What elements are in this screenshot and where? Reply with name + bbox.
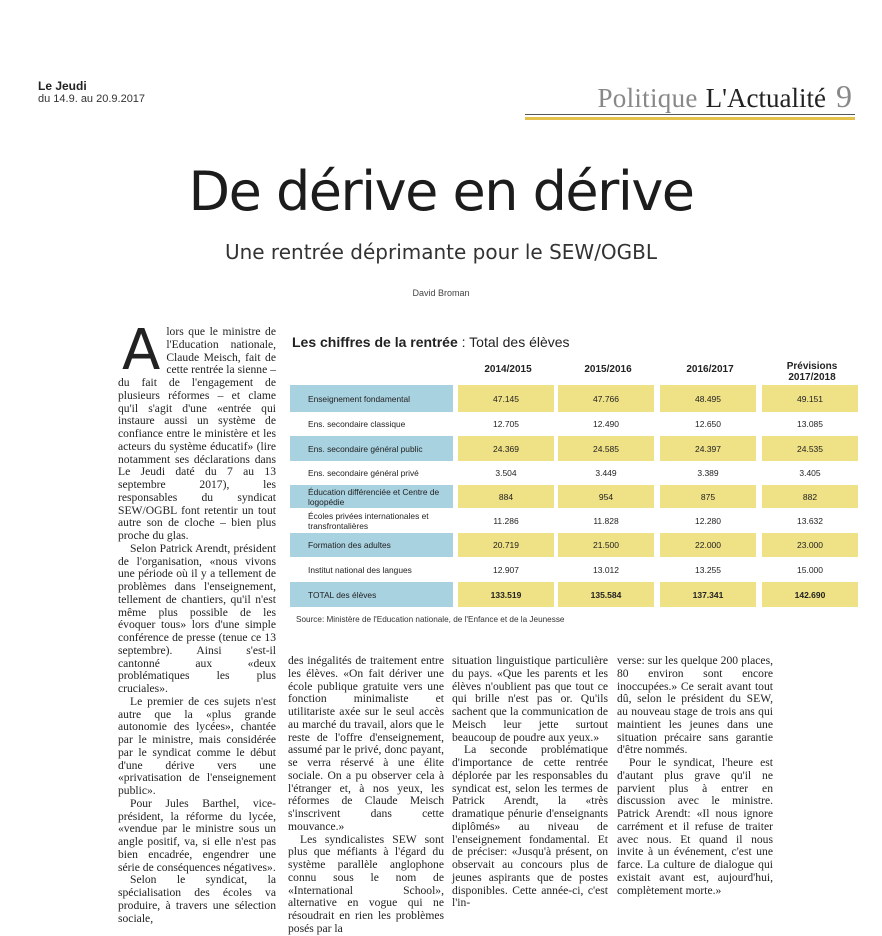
- table-cell: 12.650: [695, 419, 721, 429]
- header-rule: [525, 117, 855, 120]
- paper-name: Le Jeudi: [38, 79, 87, 93]
- paragraph: situation linguistique particulière du pays. «Que les parents et les élèves n'oublient pas que tout ce qui brille n'est pas or. Qu'ils sachent que la communication de Meisch leur jette surtout beaucoup de poudre aux yeux.»: [452, 654, 608, 744]
- paragraph: Alors que le ministre de l'Education nationale, Claude Meisch, fait de cette rentrée la sienne – du fait de l'engagement de plusieurs réformes – et clame qu'il s'agit d'une «entrée qui instaure aussi un système de confiance entre le ministère et les acteurs du système éducatif» (lire notamment ses déclarations dans Le Jeudi daté du 7 au 13 septembre 2017), les responsables du syndicat SEW/OGBL font retentir un tout autre son de cloche – bien plus proche du glas.: [118, 318, 276, 542]
- section-label: Politique: [597, 83, 698, 113]
- chart-title: Les chiffres de la rentrée : Total des élèves: [292, 334, 570, 350]
- table-cell: 22.000: [660, 533, 756, 557]
- table-cell: 13.255: [695, 564, 721, 575]
- table-row: [290, 582, 860, 607]
- row-label: Enseignement fondamental: [290, 385, 453, 412]
- table-cell: 142.690: [762, 582, 858, 607]
- row-label: Formation des adultes: [290, 533, 453, 557]
- masthead: [38, 80, 145, 106]
- table-cell: 47.145: [458, 385, 554, 412]
- row-label: Éducation différenciée et Centre de logopédie: [290, 485, 453, 508]
- table-cell: 12.705: [493, 419, 519, 429]
- paragraph: La seconde problématique d'importance de cette rentrée déplorée par les responsables du syndicat est, selon les termes de Patrick Arendt, la «très dramatique pénurie d'enseignants diplômés» au niveau de l'enseignement fondamental. Et de préciser: «Jusqu'à présent, on observait au concours plus de jeunes aspirants que de postes disponibles. Cette année-ci, c'est l'in-: [452, 743, 608, 910]
- table-row: [290, 558, 860, 581]
- table-cell: 24.585: [558, 436, 654, 461]
- table-cell: 49.151: [762, 385, 858, 412]
- table-cell: 20.719: [458, 533, 554, 557]
- table-cell: 24.535: [762, 436, 858, 461]
- article-title: De dérive en dérive: [188, 160, 694, 223]
- table-cell: 11.828: [593, 515, 619, 526]
- table-cell: 15.000: [797, 564, 823, 575]
- row-label: Ens. secondaire classique: [308, 419, 406, 429]
- table-cell: 13.085: [797, 419, 823, 429]
- table-cell: 24.369: [458, 436, 554, 461]
- issue-dates: du 14.9. au 20.9.2017: [38, 93, 146, 105]
- row-label: Ens. secondaire général public: [290, 436, 453, 461]
- table-row: [290, 509, 860, 532]
- article-column-4: [617, 655, 773, 897]
- paragraph: Selon Patrick Arendt, président de l'organisation, «nous vivons une période où il y a tellement de problèmes dans l'enseignement, tellement de chantiers, qu'il n'est même plus possible de les évoquer tous» lors d'une simple conférence de presse (tenue ce 13 septembre). Ainsi s'est-il cantonné aux «deux problématiques les plus cruciales».: [118, 541, 276, 695]
- column-header: Prévisions 2017/2018: [786, 361, 838, 383]
- article-subtitle: Une rentrée déprimante pour le SEW/OGBL: [224, 240, 658, 264]
- table-cell: 875: [660, 485, 756, 508]
- category-label: L'Actualité: [705, 83, 826, 113]
- table-cell: 12.490: [593, 419, 619, 429]
- table-row: [290, 533, 860, 557]
- row-label: Ens. secondaire général privé: [308, 468, 419, 478]
- chart-source: Source: Ministère de l'Education nationale, de l'Enfance et de la Jeunesse: [296, 615, 565, 624]
- drop-cap: A: [122, 318, 161, 383]
- row-label: TOTAL des élèves: [290, 582, 453, 607]
- table-cell: 884: [458, 485, 554, 508]
- table-cell: 137.341: [660, 582, 756, 607]
- table-cell: 48.495: [660, 385, 756, 412]
- paragraph: verse: sur les quelque 200 places, 80 environ sont encore inoccupées.» Ce serait avant tout dû, selon le président du SEW, au nouveau stage de trois ans qui maintient les jeunes dans une situation précaire sans garantie d'être nommés.: [617, 654, 773, 757]
- paragraph: Selon le syndicat, la spécialisation des écoles va produire, à travers une sélection sociale,: [118, 873, 276, 925]
- table-cell: 24.397: [660, 436, 756, 461]
- paragraph: Pour Jules Barthel, vice-président, la réforme du lycée, «vendue par le ministre sous un angle positif, va, si elle n'est pas bien encadrée, engendrer une série de conséquences négatives».: [118, 796, 276, 874]
- table-row: [290, 462, 860, 484]
- article-column-2: [288, 655, 444, 936]
- section-header: [597, 78, 852, 115]
- column-header: 2014/2015: [484, 364, 532, 375]
- table-row: [290, 436, 860, 461]
- table-cell: 12.280: [695, 515, 721, 526]
- paragraph: des inégalités de traitement entre les élèves. «On fait dériver une école publique gratuite vers une fonction minimaliste et utilitariste axée sur le seul accès au marché du travail, alors que le reste de l'offre d'enseignement, assumé par le privé, donc payant, se verra réservé à une élite sociale. On a pu observer cela à l'étranger et, à nos yeux, les réformes de Claude Meisch s'inscrivent dans cette mouvance.»: [288, 654, 444, 833]
- table-cell: 954: [558, 485, 654, 508]
- paragraph: Les syndicalistes SEW sont plus que méfiants à l'égard du système parallèle anglophone connu sous le nom de «International School», alternative en vogue qui ne résoudrait en rien les problèmes posés par la: [288, 832, 444, 935]
- table-cell: 3.405: [799, 468, 821, 478]
- table-cell: 133.519: [458, 582, 554, 607]
- paragraph: Pour le syndicat, l'heure est d'autant plus grave qu'il ne parvient plus à entrer en discussion avec le ministre. Patrick Arendt: «Il nous ignore carrément et il refuse de traiter avec nous. Et quand il nous invite à un événement, c'est une farce. La culture de dialogue qui existait avant est, aujourd'hui, complètement morte.»: [617, 756, 773, 897]
- column-header: 2016/2017: [686, 364, 734, 375]
- table-row: [290, 385, 860, 412]
- table-cell: 3.389: [697, 468, 719, 478]
- table-cell: 23.000: [762, 533, 858, 557]
- article-column-1: [118, 318, 276, 925]
- row-label: Écoles privées internationales et transfrontalières: [308, 510, 429, 531]
- article-author: David Broman: [412, 288, 470, 298]
- table-cell: 882: [762, 485, 858, 508]
- table-cell: 13.012: [593, 564, 619, 575]
- header-rule-thin: [525, 114, 855, 115]
- table-cell: 13.632: [797, 515, 823, 526]
- table-cell: 3.449: [595, 468, 617, 478]
- table-cell: 12.907: [493, 564, 519, 575]
- table-cell: 11.286: [493, 515, 519, 526]
- table-row: [290, 413, 860, 435]
- table-cell: 47.766: [558, 385, 654, 412]
- table-cell: 135.584: [558, 582, 654, 607]
- table-cell: 3.504: [495, 468, 517, 478]
- article-column-3: [452, 655, 608, 910]
- paragraph: Le premier de ces sujets n'est autre que la «plus grande autonomie des lycées», chantée par le ministre, mais considérée par le syndicat comme le début d'une dérive vers une «privatisation de l'enseignement public».: [118, 694, 276, 797]
- table-cell: 21.500: [558, 533, 654, 557]
- column-header: 2015/2016: [584, 364, 632, 375]
- table-row: [290, 485, 860, 508]
- row-label: Institut national des langues: [308, 564, 412, 575]
- page-number: 9: [836, 78, 852, 114]
